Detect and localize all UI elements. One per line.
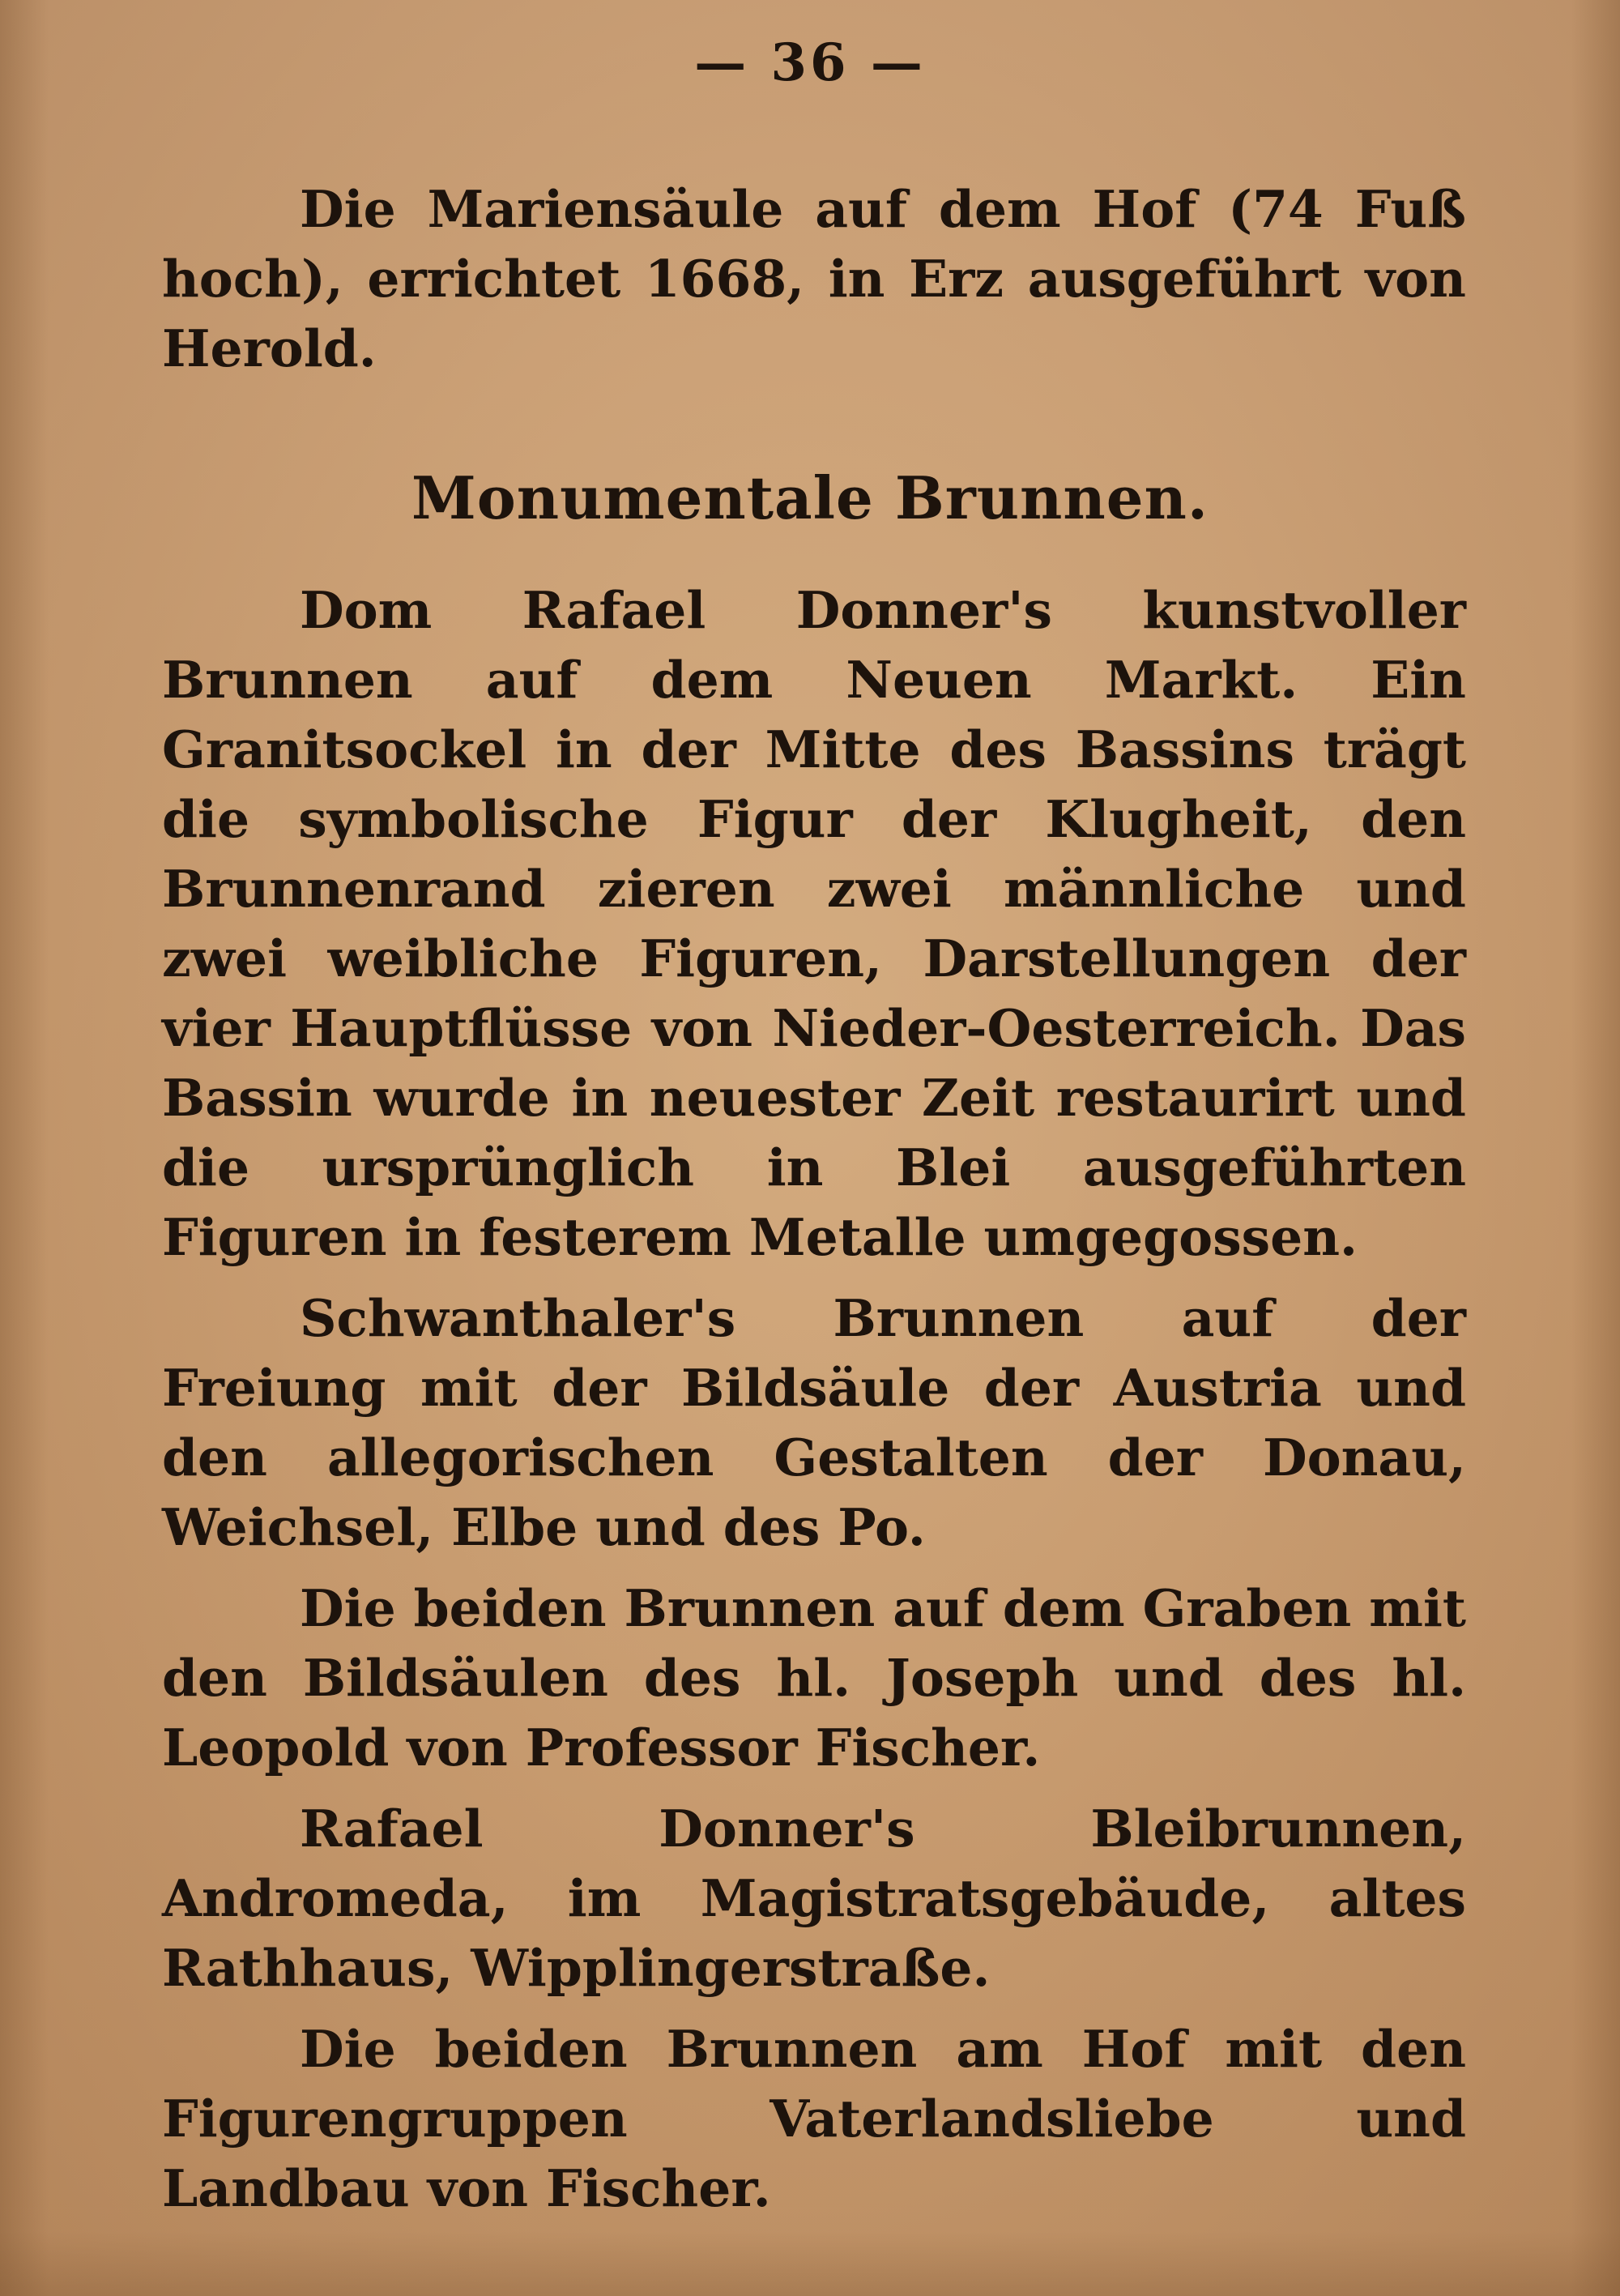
page-edge-shadow-right [1571,0,1620,2296]
paragraph-graben-fountains: Die beiden Brunnen auf dem Graben mit den Bildsäulen des hl. Joseph und des hl. Leopold von Professor Fischer. [162,1578,1466,1777]
paragraph-andromeda-fountain: Rafael Donner's Bleibrunnen, Andromeda, im Magistratsgebäude, altes Rathhaus, Wipplingerstraße. [162,1799,1466,1998]
section-heading: Monumentale Brunnen. [411,463,1209,532]
intro-paragraph: Die Mariensäule auf dem Hof (74 Fuß hoch), errichtet 1668, in Erz ausgeführt von Herold. [162,179,1466,378]
intro-section [162,174,1466,395]
page-number: — 36 — [694,32,926,93]
page-edge-shadow-bottom [0,2231,1620,2296]
fountains-section [162,575,1466,2234]
paragraph-donner-fountain: Dom Rafael Donner's kunstvoller Brunnen auf dem Neuen Markt. Ein Granitsockel in der Mitte des Bassins trägt die symbolische Figur der Klugheit, den Brunnenrand zieren zwei männliche und zwei weibliche Figuren, Darstellungen der vier Hauptflüsse von Nieder-Oesterreich. Das Bassin wurde in neuester Zeit restaurirt und die ursprünglich in Blei ausgeführten Figuren in festerem Metalle umgegossen. [162,580,1466,1267]
page-edge-shadow-left [0,0,49,2296]
paragraph-schwanthaler-fountain: Schwanthaler's Brunnen auf der Freiung mit der Bildsäule der Austria und den allegorischen Gestalten der Donau, Weichsel, Elbe und des Po. [162,1288,1466,1557]
paragraph-hof-fountains: Die beiden Brunnen am Hof mit den Figurengruppen Vaterlandsliebe und Landbau von Fischer. [162,2019,1466,2218]
